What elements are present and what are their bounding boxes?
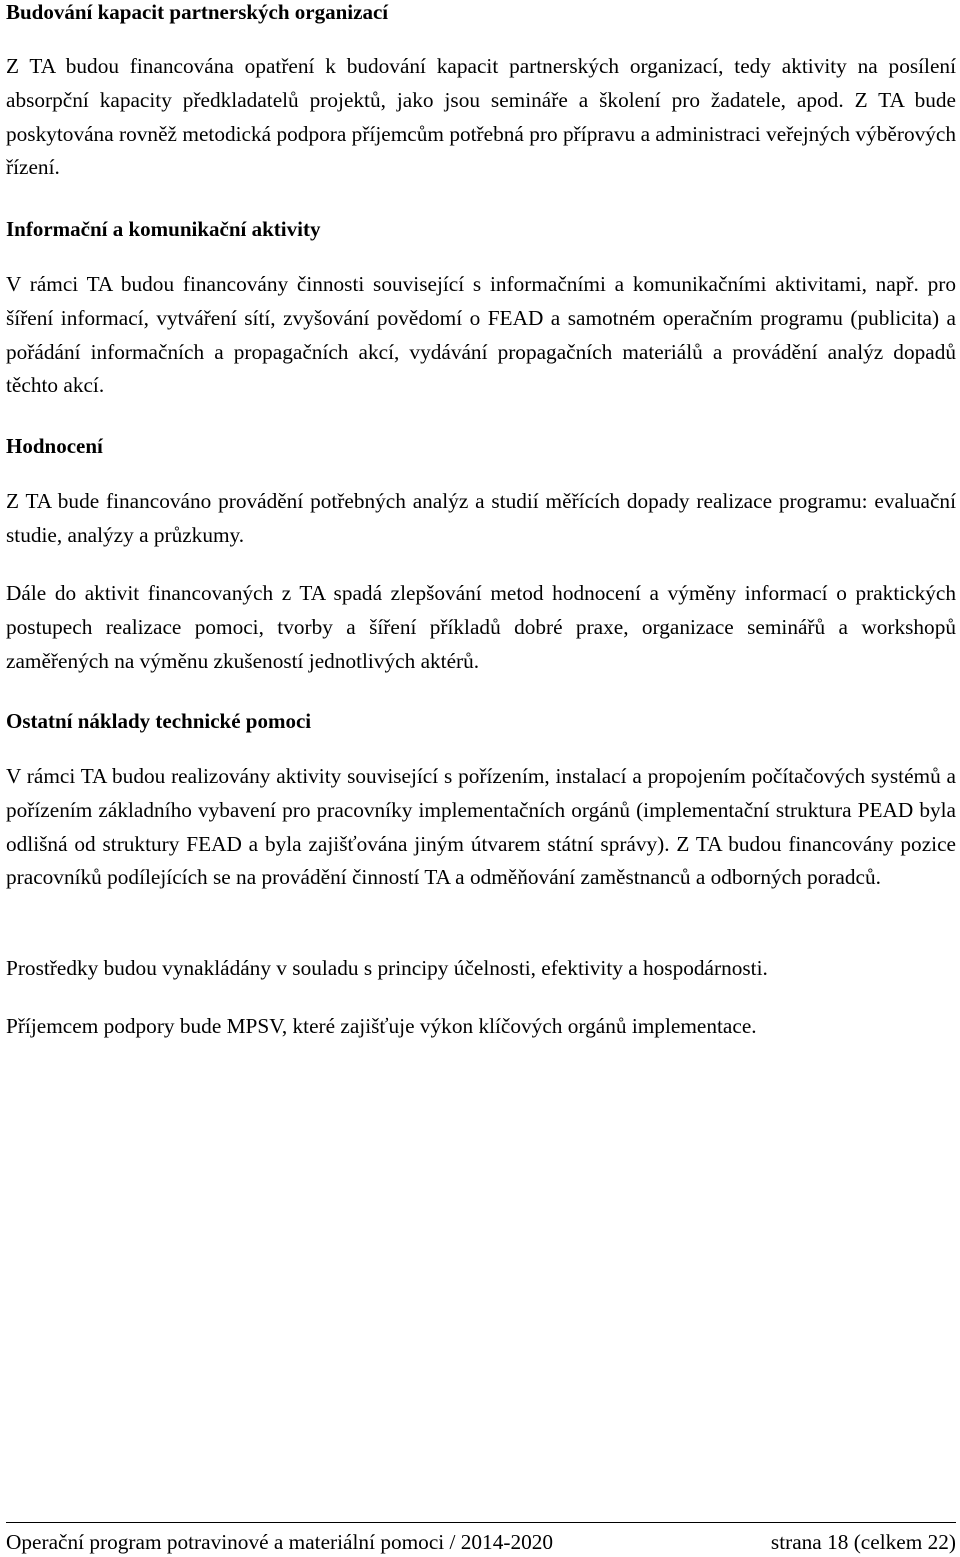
paragraph-ostatni-naklady-2: Prostředky budou vynakládány v souladu s principy účelnosti, efektivity a hospodárnosti. [6, 956, 768, 980]
paragraph-ostatni-naklady-3: Příjemcem podpory bude MPSV, které zajišťuje výkon klíčových orgánů implementace. [6, 1014, 757, 1038]
footer-divider [6, 1522, 956, 1523]
footer-document-title: Operační program potravinové a materiální pomoci / 2014-2020 [6, 1530, 554, 1554]
paragraph-budovani-kapacit: Z TA budou financována opatření k budování kapacit partnerských organizací, tedy aktivity na posílení absorpční kapacity předkladatelů projektů, jako jsou semináře a školení pro žadatele, apod. Z TA bude poskytována rovněž metodická podpora příjemcům potřebná pro přípravu a administraci veřejných výběrových řízení. [6, 54, 956, 180]
paragraph-hodnoceni-1: Z TA bude financováno provádění potřebných analýz a studií měřících dopady realizace programu: evaluační studie, analýzy a průzkumy. [6, 489, 956, 547]
heading-hodnoceni: Hodnocení [6, 434, 103, 458]
heading-ostatni-naklady: Ostatní náklady technické pomoci [6, 709, 312, 733]
footer-page-number: strana 18 (celkem 22) [770, 1530, 956, 1554]
paragraph-hodnoceni-2: Dále do aktivit financovaných z TA spadá zlepšování metod hodnocení a výměny informací o praktických postupech realizace pomoci, tvorby a šíření příkladů dobré praxe, organizace seminářů a workshopů zaměřených na výměnu zkušeností jednotlivých aktérů. [6, 581, 956, 673]
heading-informacni-aktivity: Informační a komunikační aktivity [6, 217, 321, 241]
page-footer [6, 1528, 956, 1556]
paragraph-informacni-aktivity: V rámci TA budou financovány činnosti související s informačními a komunikačními aktivitami, např. pro šíření informací, vytváření sítí, zvyšování povědomí o FEAD a samotném operačním programu (publicita) a pořádání informačních a propagačních akcí, vydávání propagačních materiálů a provádění analýz dopadů těchto akcí. [6, 272, 956, 398]
paragraph-ostatni-naklady-1: V rámci TA budou realizovány aktivity související s pořízením, instalací a propojením počítačových systémů a pořízením základního vybavení pro pracovníky implementačních orgánů (implementační struktura PEAD byla odlišná od struktury FEAD a byla zajišťována jiným útvarem státní správy). Z TA budou financovány pozice pracovníků podílejících se na provádění činností TA a odměňování zaměstnanců a odborných poradců. [6, 764, 956, 890]
heading-budovani-kapacit: Budování kapacit partnerských organizací [6, 0, 389, 24]
